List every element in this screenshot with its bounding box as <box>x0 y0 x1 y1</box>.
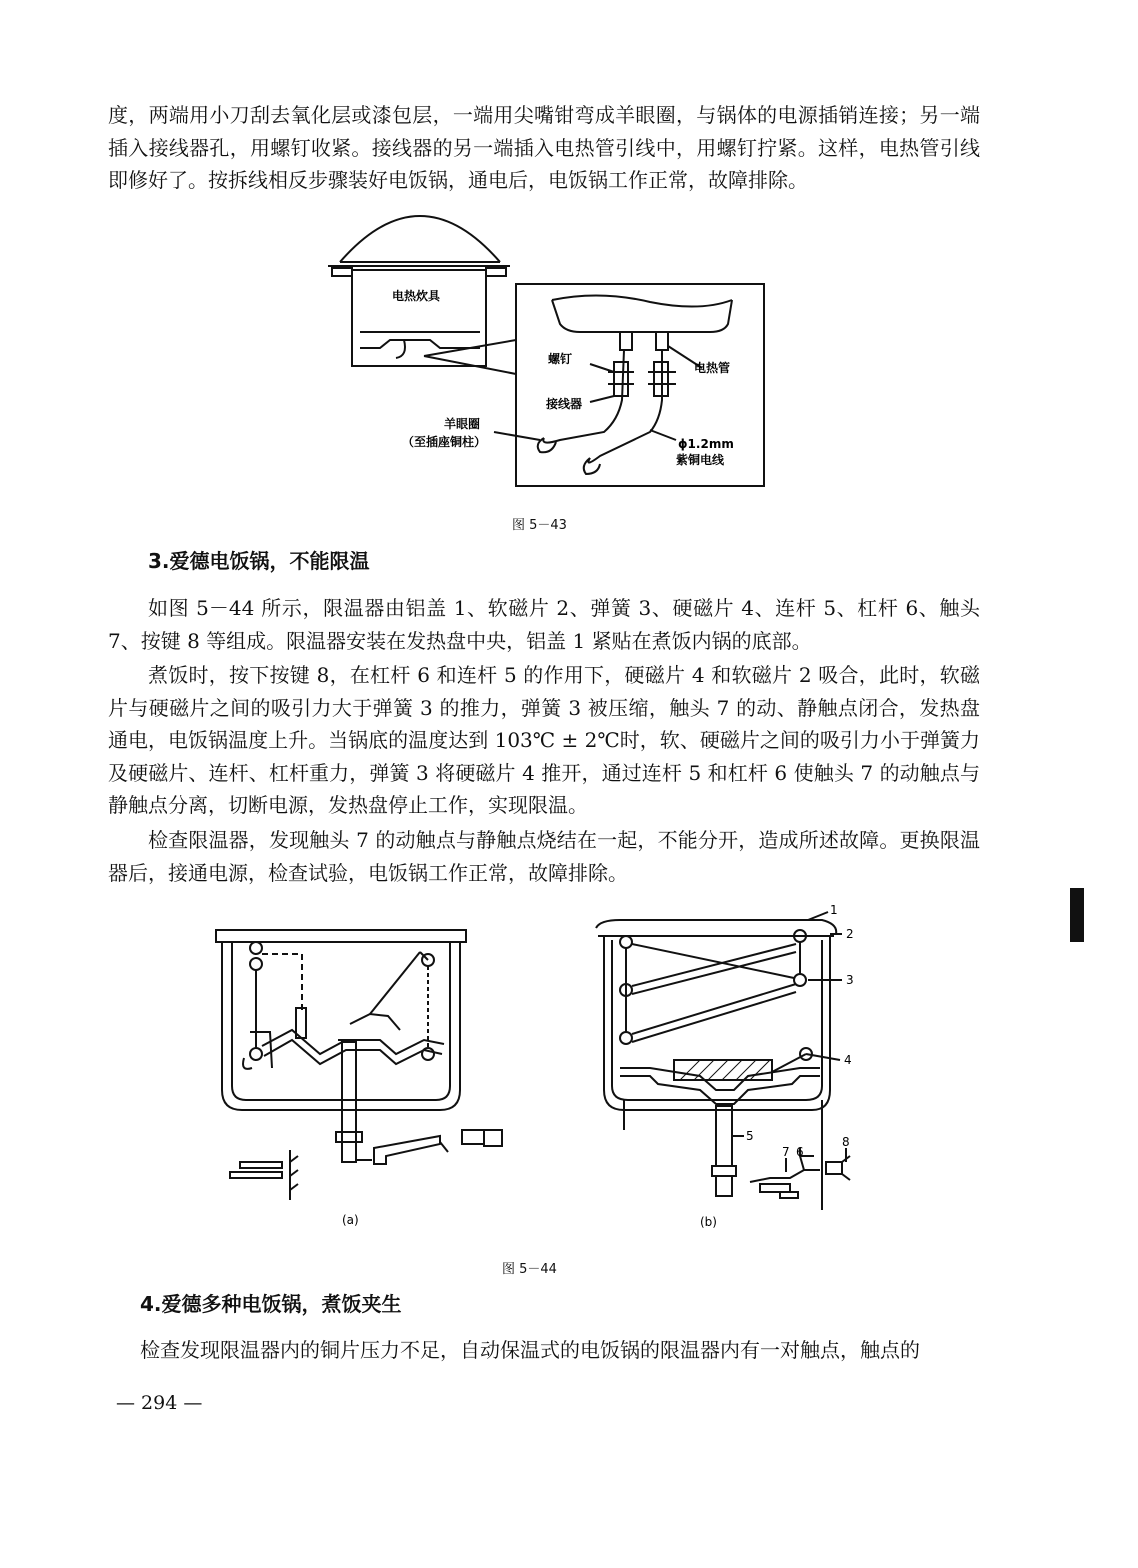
label-pot: 电热炊具 <box>392 289 441 303</box>
label-eyelet: 羊眼圈 <box>444 417 481 431</box>
label-wire-type: 紫铜电线 <box>676 453 725 467</box>
figure-5-44 <box>0 900 1138 1240</box>
paragraph-s4-1: 检查发现限温器内的铜片压力不足，自动保温式的电饭锅的限温器内有一对触点，触点的 <box>140 1338 920 1362</box>
caption-fig-5-43: 图 5－43 <box>512 518 567 533</box>
part-number-4: 4 <box>844 1053 852 1067</box>
part-number-3: 3 <box>846 973 854 987</box>
part-number-2: 2 <box>846 927 854 941</box>
subfig-b-label: (b) <box>700 1215 717 1229</box>
part-number-6: 6 <box>796 1145 804 1159</box>
part-number-1: 1 <box>830 903 838 917</box>
paragraph-s3-1: 如图 5－44 所示，限温器由铝盖 1、软磁片 2、弹簧 3、硬磁片 4、连杆 5、杠杆 6、触头 7、按键 8 等组成。限温器安装在发热盘中央，铝盖 1 紧贴在煮饭内锅的底部。 <box>108 596 980 653</box>
part-number-5: 5 <box>746 1129 754 1143</box>
page-number: — 294 — <box>116 1392 203 1414</box>
figure-5-43 <box>0 0 1138 520</box>
label-wire-size: ϕ1.2mm <box>678 437 734 451</box>
heading-section-4: 4.爱德多种电饭锅，煮饭夹生 <box>140 1292 402 1316</box>
subfig-a-label: (a) <box>342 1213 359 1227</box>
label-screw: 螺钉 <box>548 352 573 366</box>
margin-mark <box>1070 888 1084 942</box>
paragraph-s3-2: 煮饭时，按下按键 8，在杠杆 6 和连杆 5 的作用下，硬磁片 4 和软磁片 2 吸合，此时，软磁片与硬磁片之间的吸引力大于弹簧 3 的推力，弹簧 3 被压缩，触头 7 的动、静触点闭合，发热盘通电，电饭锅温度上升。当锅底的温度达到 103℃ ± 2℃时，软、硬磁片之间的吸引力小于弹簧力及硬磁片、连杆、杠杆重力，弹簧 3 将硬磁片 4 推开，通过连杆 5 和杠杆 6 使触头 7 的动触点与静触点分离，切断电源，发热盘停止工作，实现限温。 <box>108 663 980 817</box>
part-number-8: 8 <box>842 1135 850 1149</box>
paragraph-s3-3: 检查限温器，发现触头 7 的动触点与静触点烧结在一起，不能分开，造成所述故障。更换限温器后，接通电源，检查试验，电饭锅工作正常，故障排除。 <box>108 828 980 885</box>
heading-section-3: 3.爱德电饭锅，不能限温 <box>148 549 370 573</box>
label-eyelet-note: （至插座铜柱） <box>402 435 487 449</box>
label-heater: 电热管 <box>694 361 731 375</box>
paragraph-top: 度，两端用小刀刮去氧化层或漆包层，一端用尖嘴钳弯成羊眼圈，与锅体的电源插销连接；另一端插入接线器孔，用螺钉收紧。接线器的另一端插入电热管引线中，用螺钉拧紧。这样，电热管引线即修好了。按拆线相反步骤装好电饭锅，通电后，电饭锅工作正常，故障排除。 <box>108 103 980 192</box>
caption-fig-5-44: 图 5－44 <box>502 1262 557 1277</box>
part-number-7: 7 <box>782 1145 790 1159</box>
label-connector: 接线器 <box>546 397 583 411</box>
